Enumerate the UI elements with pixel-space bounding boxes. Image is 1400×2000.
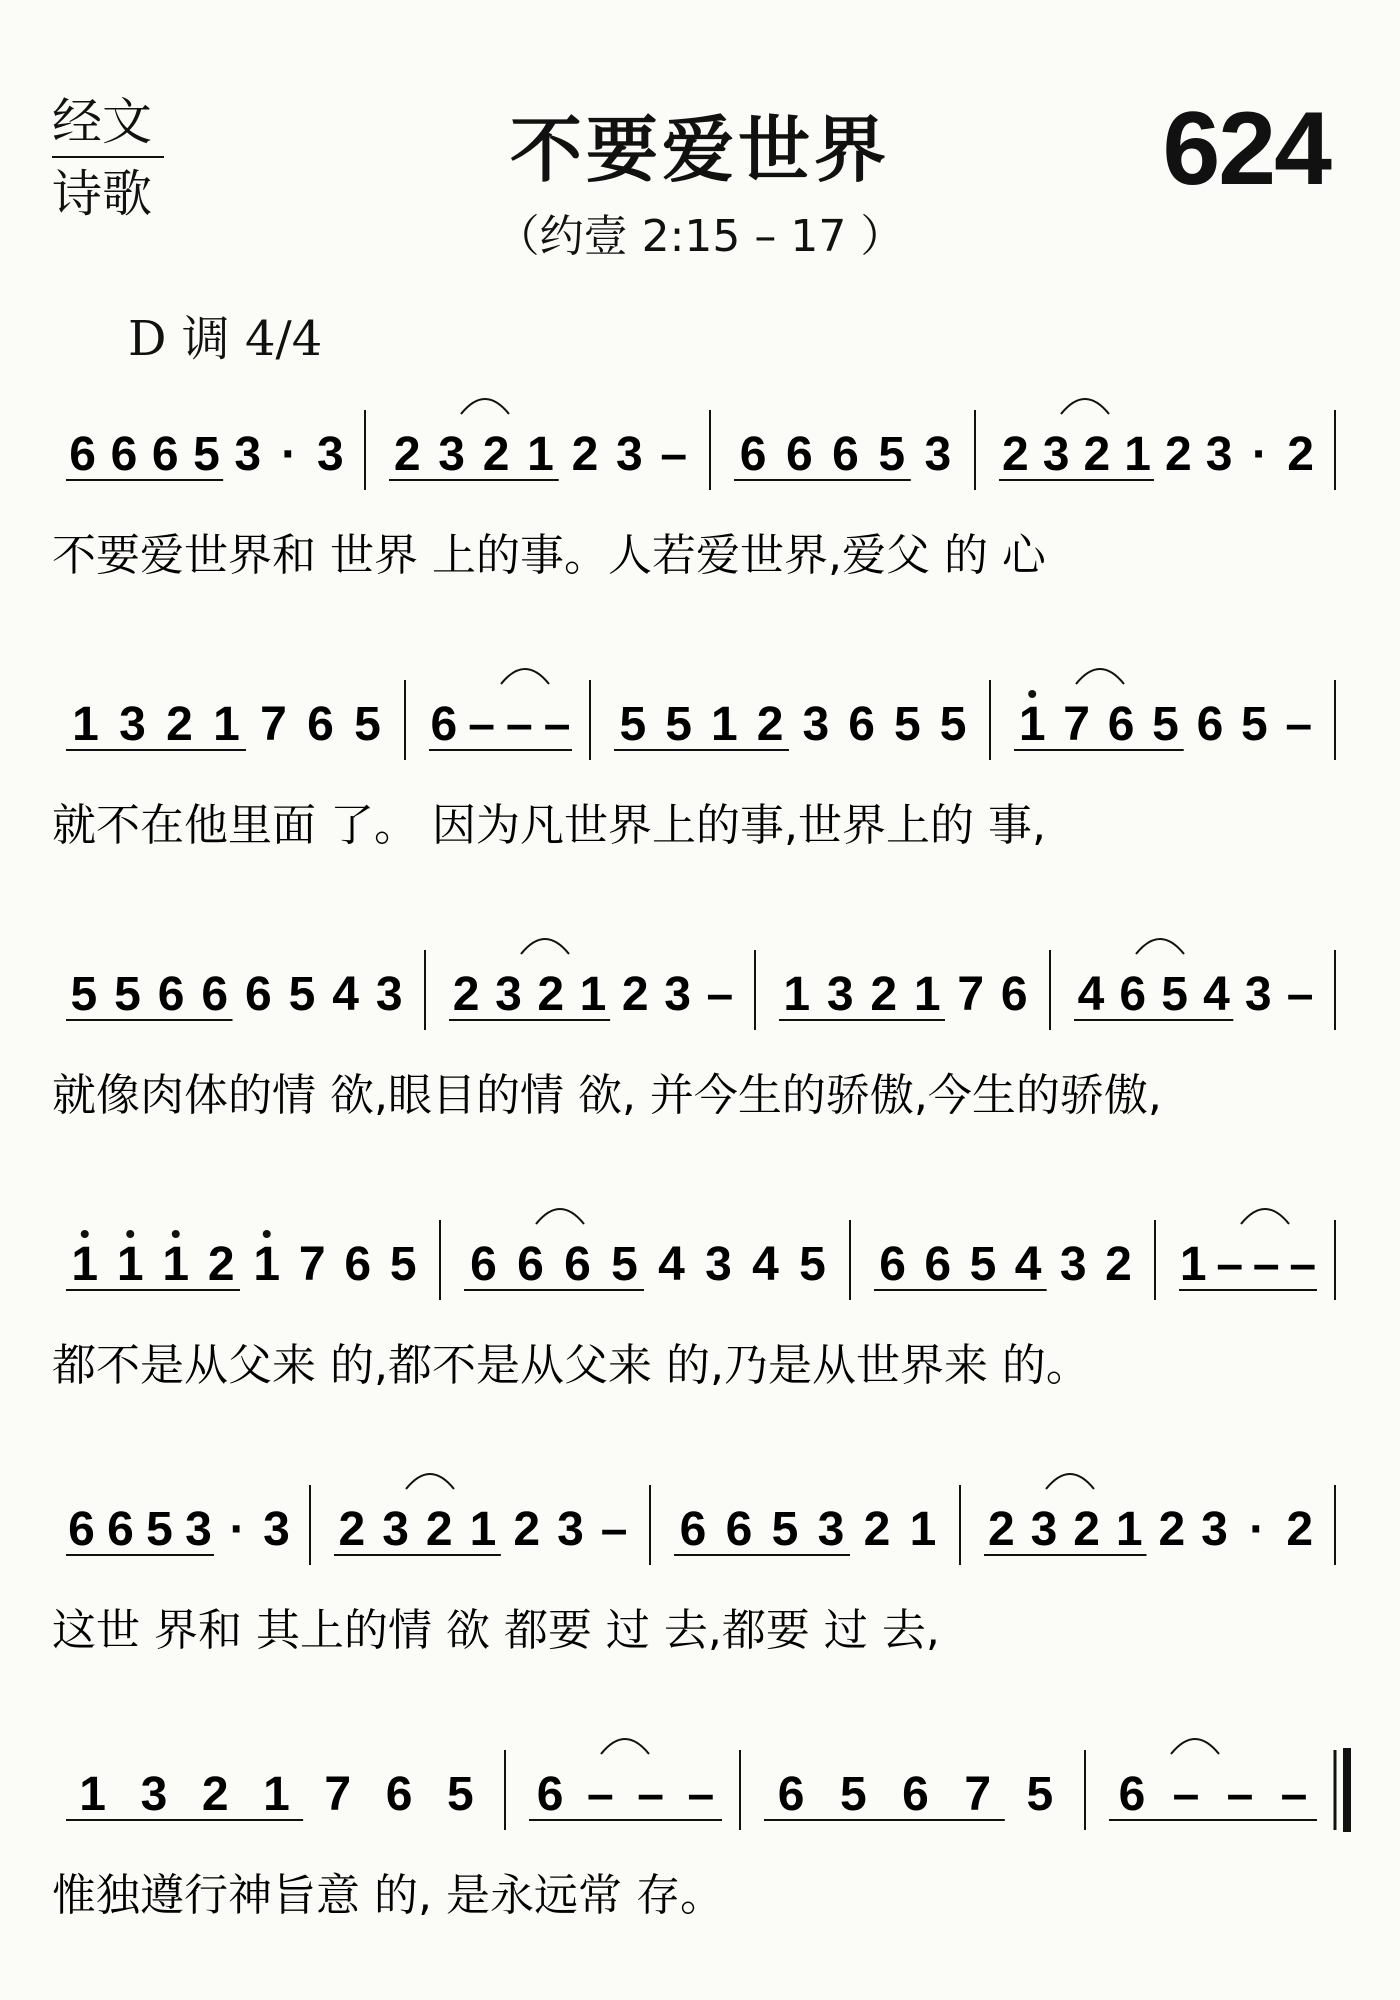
augmentation-dot: · [1249,1503,1266,1556]
note-numeral: 2 [1073,1503,1100,1556]
note-numeral: 3 [1059,1238,1087,1291]
note-numeral: 2 [207,1238,235,1291]
note-numeral: 3 [817,1503,845,1556]
slur-arc [521,939,569,954]
note-numeral: 3 [1201,1503,1228,1556]
note-numeral: 6 [68,1503,95,1556]
note-numeral: 3 [234,428,262,481]
note-numeral: 6 [110,428,138,481]
note-numeral: 1 [1179,1238,1207,1291]
note-numeral: 6 [430,698,458,751]
note-numeral: 3 [119,698,146,751]
note-numeral: 4 [752,1238,779,1291]
note-numeral: 6 [902,1768,929,1821]
note-numeral: 6 [385,1768,413,1821]
note-numeral: 1 [213,698,240,751]
augmentation-dot: · [281,428,298,481]
note-numeral: 2 [621,968,649,1021]
slur-arc [1076,669,1124,684]
sustain-dash: – [1285,698,1313,751]
slur-arc [1046,1474,1094,1489]
note-numeral: 1 [116,1238,144,1291]
note-numeral: 5 [1241,698,1268,751]
note-numeral: 3 [438,428,465,481]
sustain-dash: – [543,698,571,751]
note-numeral: 1 [527,428,554,481]
high-octave-dot [1028,690,1036,698]
note-numeral: 2 [393,428,421,481]
slur-arc [461,399,509,414]
note-numeral: 5 [1152,698,1179,751]
sustain-dash: – [1172,1768,1200,1821]
note-numeral: 6 [1000,968,1028,1021]
note-numeral: 7 [957,968,985,1021]
slur-arc [1061,399,1109,414]
note-numeral: 6 [1118,1768,1146,1821]
note-numeral: 2 [1105,1238,1132,1291]
note-numeral: 4 [1014,1238,1042,1291]
slur-arc [1171,1739,1219,1754]
hymn-number: 624 [1162,91,1330,207]
note-numeral: 1 [1124,428,1151,481]
slur-arc [501,669,549,684]
sustain-dash: – [1216,1238,1244,1291]
sustain-dash: – [468,698,495,751]
note-numeral: 5 [389,1238,417,1291]
note-numeral: 5 [619,698,647,751]
note-numeral: 1 [162,1238,190,1291]
note-numeral: 2 [1287,428,1314,481]
sustain-dash: – [506,698,533,751]
note-numeral: 1 [263,1768,290,1821]
high-octave-dot [172,1230,180,1238]
note-numeral: 2 [1083,428,1111,481]
note-numeral: 2 [1002,428,1029,481]
note-numeral: 6 [832,428,859,481]
note-numeral: 6 [107,1503,134,1556]
note-numeral: 5 [969,1238,997,1291]
sustain-dash: – [687,1768,715,1821]
note-numeral: 6 [536,1768,564,1821]
note-numeral: 6 [470,1238,497,1291]
note-numeral: 5 [354,698,381,751]
slur-arc [536,1209,584,1224]
note-numeral: 5 [799,1238,826,1291]
hymn-title: 不要爱世界 [509,108,890,192]
note-numeral: 5 [939,698,967,751]
note-numeral: 2 [338,1503,366,1556]
note-numeral: 5 [70,968,98,1021]
note-numeral: 2 [987,1503,1015,1556]
note-numeral: 3 [185,1503,212,1556]
high-octave-dot [263,1230,271,1238]
sustain-dash: – [706,968,734,1021]
note-numeral: 5 [288,968,316,1021]
note-numeral: 5 [894,698,921,751]
note-numeral: 5 [771,1503,799,1556]
final-barline [1343,1748,1351,1832]
note-numeral: 6 [879,1238,906,1291]
note-numeral: 3 [140,1768,168,1821]
sustain-dash: – [660,428,688,481]
sustain-dash: – [1252,1238,1280,1291]
note-numeral: 6 [1196,698,1224,751]
note-numeral: 3 [382,1503,409,1556]
lyric-line: 不要爱世界和 世界 上的事。人若爱世界,爱父 的 心 [52,530,1046,581]
note-numeral: 2 [452,968,480,1021]
note-numeral: 6 [157,968,185,1021]
note-numeral: 6 [1119,968,1147,1021]
note-numeral: 3 [1030,1503,1058,1556]
note-numeral: 1 [579,968,607,1021]
note-numeral: 3 [1244,968,1272,1021]
note-numeral: 1 [79,1768,106,1821]
note-numeral: 6 [739,428,767,481]
note-numeral: 6 [725,1503,753,1556]
sustain-dash: – [637,1768,664,1821]
slur-arc [1136,939,1184,954]
note-numeral: 2 [537,968,565,1021]
note-numeral: 4 [1077,968,1105,1021]
high-octave-dot [126,1230,134,1238]
note-numeral: 3 [924,428,952,481]
sustain-dash: – [587,1768,614,1821]
note-numeral: 2 [756,698,784,751]
note-numeral: 1 [783,968,811,1021]
note-numeral: 6 [924,1238,952,1291]
key-time-signature: D 调 4/4 [128,311,323,367]
slur-arc [601,1739,649,1754]
slur-arc [406,1474,454,1489]
note-numeral: 6 [848,698,875,751]
note-numeral: 6 [777,1768,805,1821]
note-numeral: 2 [513,1503,541,1556]
note-numeral: 3 [664,968,691,1021]
note-numeral: 5 [878,428,906,481]
note-numeral: 1 [1115,1503,1143,1556]
note-numeral: 6 [785,428,813,481]
note-numeral: 1 [1018,698,1046,751]
note-numeral: 5 [193,428,220,481]
note-numeral: 7 [964,1768,992,1821]
sustain-dash: – [1226,1768,1254,1821]
note-numeral: 2 [571,428,599,481]
note-numeral: 4 [658,1238,685,1291]
note-numeral: 3 [495,968,522,1021]
category-top: 经文 [52,93,152,151]
lyric-line: 这世 界和 其上的情 欲 都要 过 去,都要 过 去, [52,1605,940,1656]
category-bottom: 诗歌 [52,165,152,223]
note-numeral: 2 [863,1503,891,1556]
note-numeral: 6 [151,428,179,481]
note-numeral: 7 [1063,698,1090,751]
note-numeral: 7 [324,1768,352,1821]
note-numeral: 6 [564,1238,591,1291]
note-numeral: 2 [482,428,510,481]
note-numeral: 1 [71,1238,99,1291]
note-numeral: 2 [166,698,193,751]
note-numeral: 3 [802,698,830,751]
lyric-line: 就不在他里面 了。 因为凡世界上的事,世界上的 事, [52,800,1046,851]
note-numeral: 6 [517,1238,544,1291]
note-numeral: 3 [263,1503,290,1556]
note-numeral: 6 [201,968,229,1021]
note-numeral: 4 [332,968,359,1021]
note-numeral: 6 [244,968,272,1021]
sustain-dash: – [600,1503,628,1556]
note-numeral: 5 [611,1238,638,1291]
note-numeral: 1 [913,968,941,1021]
note-numeral: 3 [1205,428,1233,481]
augmentation-dot: · [1251,428,1268,481]
note-numeral: 3 [317,428,344,481]
note-numeral: 1 [469,1503,497,1556]
note-numeral: 6 [307,698,334,751]
note-numeral: 2 [1165,428,1192,481]
augmentation-dot: · [229,1503,246,1556]
note-numeral: 1 [72,698,99,751]
note-numeral: 3 [375,968,403,1021]
note-numeral: 2 [870,968,898,1021]
note-numeral: 2 [1286,1503,1314,1556]
note-numeral: 5 [447,1768,474,1821]
sustain-dash: – [1289,1238,1317,1291]
note-numeral: 1 [253,1238,281,1291]
note-numeral: 1 [711,698,738,751]
note-numeral: 5 [1026,1768,1054,1821]
note-numeral: 2 [1158,1503,1186,1556]
note-numeral: 6 [679,1503,707,1556]
note-numeral: 7 [260,698,287,751]
sustain-dash: – [1280,1768,1308,1821]
note-numeral: 3 [616,428,643,481]
note-numeral: 6 [344,1238,372,1291]
note-numeral: 2 [201,1768,229,1821]
note-numeral: 6 [69,428,96,481]
note-numeral: 5 [1161,968,1188,1021]
sustain-dash: – [1286,968,1314,1021]
note-numeral: 5 [665,698,692,751]
note-numeral: 3 [1042,428,1070,481]
note-numeral: 6 [1107,698,1135,751]
slur-arc [1241,1209,1289,1224]
note-numeral: 3 [705,1238,732,1291]
lyric-line: 就像肉体的情 欲,眼目的情 欲, 并今生的骄傲,今生的骄傲, [52,1070,1162,1121]
note-numeral: 5 [839,1768,867,1821]
note-numeral: 5 [114,968,141,1021]
note-numeral: 7 [298,1238,326,1291]
note-numeral: 4 [1203,968,1230,1021]
note-numeral: 5 [146,1503,173,1556]
lyric-line: 都不是从父来 的,都不是从父来 的,乃是从世界来 的。 [52,1340,1090,1391]
note-numeral: 1 [909,1503,937,1556]
scripture-reference: （约壹 2:15 – 17 ） [495,211,905,262]
lyric-line: 惟独遵行神旨意 的, 是永远常 存。 [52,1870,724,1921]
note-numeral: 2 [425,1503,453,1556]
note-numeral: 3 [826,968,854,1021]
high-octave-dot [81,1230,89,1238]
note-numeral: 3 [557,1503,584,1556]
